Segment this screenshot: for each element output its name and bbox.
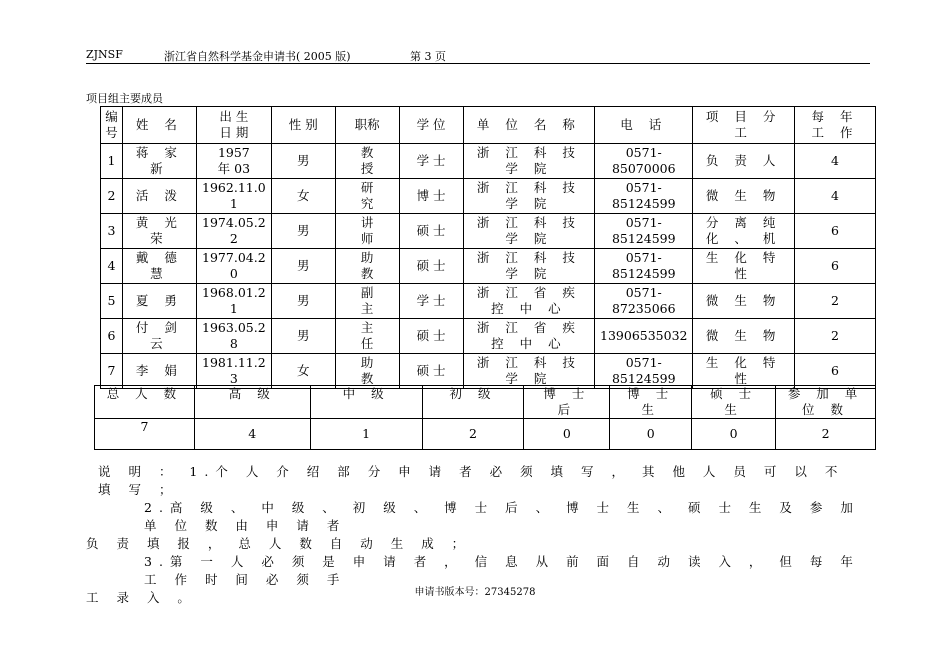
cell-degree: 硕 士: [399, 319, 463, 354]
table-row: [101, 319, 876, 354]
header-rule: [86, 63, 870, 64]
cell-role: 生 化 特 性: [693, 354, 795, 389]
cell-role: 微 生 物: [693, 179, 795, 214]
cell-unit: 浙 江 科 技 学 院: [463, 214, 595, 249]
cell-title: 教 授: [335, 144, 399, 179]
members-table: [100, 106, 876, 389]
cell-unit: 浙 江 科 技 学 院: [463, 249, 595, 284]
cell-no: 2: [101, 179, 123, 214]
col-header-title: 职称: [335, 107, 399, 144]
totals-value-cell: 1: [310, 419, 422, 450]
section-title: 项目组主要成员: [86, 92, 163, 105]
totals-header-cell: 博 士 生: [610, 386, 692, 419]
cell-unit: 浙 江 省 疾 控 中 心: [463, 319, 595, 354]
cell-phone: 0571- 85124599: [595, 214, 693, 249]
totals-header-cell: 中 级: [310, 386, 422, 419]
cell-gender: 女: [271, 179, 335, 214]
cell-title: 助 教: [335, 354, 399, 389]
cell-gender: 男: [271, 249, 335, 284]
cell-no: 7: [101, 354, 123, 389]
cell-gender: 男: [271, 284, 335, 319]
cell-title: 讲 师: [335, 214, 399, 249]
cell-months: 2: [795, 284, 876, 319]
cell-role: 微 生 物: [693, 284, 795, 319]
cell-title: 研 究: [335, 179, 399, 214]
totals-header-cell: 参 加 单 位 数: [776, 386, 876, 419]
cell-no: 4: [101, 249, 123, 284]
cell-no: 1: [101, 144, 123, 179]
totals-table: [94, 385, 876, 450]
cell-birth: 1974.05.2 2: [196, 214, 271, 249]
cell-birth: 1957 年 03: [196, 144, 271, 179]
col-header-unit: 单 位 名 称: [463, 107, 595, 144]
table-row: [101, 144, 876, 179]
cell-birth: 1963.05.2 8: [196, 319, 271, 354]
cell-phone: 13906535032: [595, 319, 693, 354]
cell-months: 4: [795, 144, 876, 179]
totals-header-row: [95, 386, 876, 419]
table-row: [101, 214, 876, 249]
cell-name: 蒋 家 新: [122, 144, 196, 179]
note-line-2b: 负 责 填 报 ， 总 人 数 自 动 生 成 ；: [86, 536, 472, 551]
totals-header-cell: 博 士 后: [524, 386, 610, 419]
cell-gender: 女: [271, 354, 335, 389]
col-header-degree: 学 位: [399, 107, 463, 144]
cell-title: 副 主: [335, 284, 399, 319]
cell-birth: 1981.11.2 3: [196, 354, 271, 389]
cell-months: 6: [795, 354, 876, 389]
cell-degree: 硕 士: [399, 249, 463, 284]
version-footer: 申请书版本号：27345278: [414, 587, 536, 598]
cell-phone: 0571- 85070006: [595, 144, 693, 179]
cell-birth: 1968.01.2 1: [196, 284, 271, 319]
totals-header-cell: 总 人 数: [95, 386, 195, 419]
cell-months: 6: [795, 214, 876, 249]
totals-value-cell: 4: [194, 419, 310, 450]
cell-title: 主 任: [335, 319, 399, 354]
cell-role: 微 生 物: [693, 319, 795, 354]
cell-name: 黄 光 荣: [122, 214, 196, 249]
header-left: ZJNSF: [86, 48, 123, 61]
cell-months: 4: [795, 179, 876, 214]
cell-no: 6: [101, 319, 123, 354]
cell-gender: 男: [271, 144, 335, 179]
cell-name: 戴 德 慧: [122, 249, 196, 284]
cell-role: 负 责 人: [693, 144, 795, 179]
note-line-3a: 3.第 一 人 必 须 是 申 请 者 ， 信 息 从 前 面 自 动 读 入 ， 但 每 年 工 作 时 间 必 须 手: [144, 554, 860, 587]
cell-gender: 男: [271, 319, 335, 354]
header-page-number: 第 3 页: [410, 50, 446, 63]
note-line-3b: 工 录 入 。: [86, 590, 197, 605]
totals-value-cell: 0: [524, 419, 610, 450]
table-row: [101, 354, 876, 389]
note-line-1: 说 明 ： 1.个 人 介 绍 部 分 申 请 者 必 须 填 写 ， 其 他 人 员 可 以 不 填 写 ；: [98, 464, 845, 497]
cell-unit: 浙 江 科 技 学 院: [463, 354, 595, 389]
cell-degree: 博 士: [399, 179, 463, 214]
table-row: [101, 284, 876, 319]
cell-unit: 浙 江 科 技 学 院: [463, 144, 595, 179]
cell-phone: 0571- 85124599: [595, 249, 693, 284]
cell-degree: 学 士: [399, 144, 463, 179]
cell-name: 活 泼: [122, 179, 196, 214]
col-header-no: 编号: [101, 107, 123, 144]
totals-value-cell: 7: [95, 419, 195, 450]
col-header-months: 每 年 工 作: [795, 107, 876, 144]
totals-header-cell: 硕 士 生: [692, 386, 776, 419]
cell-phone: 0571- 87235066: [595, 284, 693, 319]
cell-degree: 硕 士: [399, 354, 463, 389]
page-header: [86, 48, 870, 64]
col-header-gender: 性 别: [271, 107, 335, 144]
cell-role: 分 离 纯 化 、 机: [693, 214, 795, 249]
col-header-birth: 出 生 日 期: [196, 107, 271, 144]
cell-name: 夏 勇: [122, 284, 196, 319]
col-header-name: 姓 名: [122, 107, 196, 144]
cell-phone: 0571- 85124599: [595, 354, 693, 389]
totals-header-cell: 高 级: [194, 386, 310, 419]
cell-no: 3: [101, 214, 123, 249]
cell-degree: 硕 士: [399, 214, 463, 249]
cell-role: 生 化 特 性: [693, 249, 795, 284]
cell-unit: 浙 江 科 技 学 院: [463, 179, 595, 214]
cell-name: 李 娟: [122, 354, 196, 389]
note-line-2a: 2.高 级 、 中 级 、 初 级 、 博 士 后 、 博 士 生 、 硕 士 生 及 参 加 单 位 数 由 申 请 者: [144, 500, 860, 533]
col-header-phone: 电 话: [595, 107, 693, 144]
members-header-row: [101, 107, 876, 144]
totals-value-row: [95, 419, 876, 450]
totals-value-cell: 2: [422, 419, 524, 450]
table-row: [101, 179, 876, 214]
cell-phone: 0571- 85124599: [595, 179, 693, 214]
header-title: 浙江省自然科学基金申请书( 2005 版): [164, 50, 351, 63]
totals-value-cell: 0: [610, 419, 692, 450]
col-header-role: 项 目 分 工: [693, 107, 795, 144]
cell-birth: 1977.04.2 0: [196, 249, 271, 284]
table-row: [101, 249, 876, 284]
cell-no: 5: [101, 284, 123, 319]
totals-value-cell: 0: [692, 419, 776, 450]
cell-degree: 学 士: [399, 284, 463, 319]
cell-months: 6: [795, 249, 876, 284]
cell-gender: 男: [271, 214, 335, 249]
cell-name: 付 剑 云: [122, 319, 196, 354]
totals-value-cell: 2: [776, 419, 876, 450]
cell-unit: 浙 江 省 疾 控 中 心: [463, 284, 595, 319]
totals-header-cell: 初 级: [422, 386, 524, 419]
cell-months: 2: [795, 319, 876, 354]
cell-birth: 1962.11.0 1: [196, 179, 271, 214]
cell-title: 助 教: [335, 249, 399, 284]
